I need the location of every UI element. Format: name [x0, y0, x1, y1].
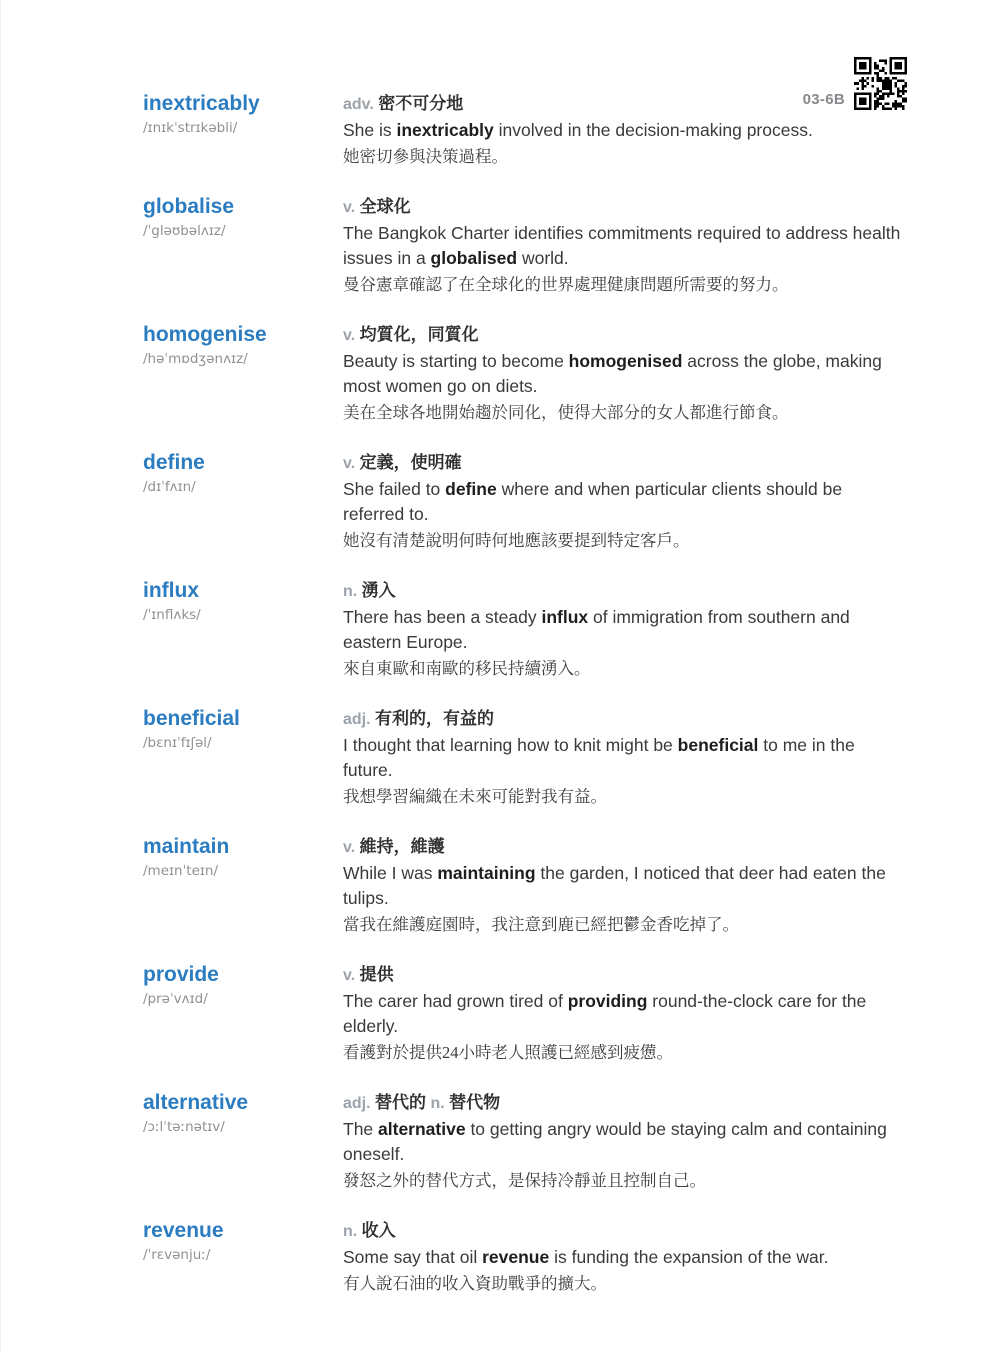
headword: influx: [143, 579, 199, 602]
example-sentence: Beauty is starting to become homogenised across the globe, making most women go on diets.: [343, 351, 882, 396]
example-sentence: She failed to define where and when particular clients should be referred to.: [343, 479, 843, 524]
example-sentence: She is inextricably involved in the decision-making process.: [343, 120, 813, 140]
pos-definition-line: n. 湧入: [343, 581, 396, 600]
word-column: [143, 707, 343, 810]
vocab-entry: [143, 579, 907, 682]
definition-column: [343, 1091, 907, 1194]
sentence-translation: 她密切參與決策過程。: [343, 147, 508, 166]
vocab-entry: [143, 1219, 907, 1297]
headword: globalise: [143, 195, 235, 218]
qr-code-icon: [854, 57, 907, 110]
ipa-pronunciation: /meɪnˈteɪn/: [143, 863, 219, 879]
pos-definition-line: v. 維持，維護: [343, 837, 445, 856]
ipa-pronunciation: /ˈrɛvənjuː/: [143, 1247, 211, 1263]
vocab-entry-list: [1, 0, 1000, 1297]
word-column: [143, 195, 343, 298]
headword: alternative: [143, 1091, 249, 1114]
pos-definition-line: v. 均質化，同質化: [343, 325, 479, 344]
word-column: [143, 1219, 343, 1297]
definition-column: [343, 707, 907, 810]
ipa-pronunciation: /həˈmɒdʒənʌɪz/: [143, 351, 248, 367]
definition-column: [343, 835, 907, 938]
vocab-entry: [143, 323, 907, 426]
pos-definition-line: v. 定義，使明確: [343, 453, 462, 472]
ipa-pronunciation: /ɪnɪkˈstrɪkəbli/: [143, 120, 238, 136]
word-column: [143, 451, 343, 554]
example-sentence: While I was maintaining the garden, I noticed that deer had eaten the tulips.: [343, 863, 886, 908]
ipa-pronunciation: /ˈɪnflʌks/: [143, 607, 201, 623]
pos-definition-line: adj. 有利的，有益的: [343, 709, 495, 728]
word-column: [143, 92, 343, 170]
sentence-translation: 發怒之外的替代方式，是保持冷靜並且控制自己。: [343, 1171, 706, 1190]
ipa-pronunciation: /dɪˈfʌɪn/: [143, 479, 196, 495]
headword: maintain: [143, 835, 230, 858]
vocab-entry: [143, 963, 907, 1066]
vocab-book-page: [1, 0, 1000, 1353]
headword: beneficial: [143, 707, 240, 730]
definition-column: [343, 1219, 907, 1297]
word-column: [143, 835, 343, 938]
example-sentence: Some say that oil revenue is funding the expansion of the war.: [343, 1247, 829, 1267]
headword: homogenise: [143, 323, 267, 346]
pos-definition-line: adj. 替代的 n. 替代物: [343, 1093, 501, 1112]
example-sentence: The Bangkok Charter identifies commitments required to address health issues in a globalised world.: [343, 223, 901, 268]
pos-definition-line: v. 全球化: [343, 197, 411, 216]
page-corner-meta: [803, 57, 907, 110]
pos-definition-line: adv. 密不可分地: [343, 94, 464, 113]
example-sentence: The carer had grown tired of providing round-the-clock care for the elderly.: [343, 991, 867, 1036]
definition-column: [343, 195, 907, 298]
definition-column: [343, 963, 907, 1066]
vocab-entry: [143, 195, 907, 298]
definition-column: [343, 451, 907, 554]
pos-definition-line: v. 提供: [343, 965, 394, 984]
ipa-pronunciation: /prəˈvʌɪd/: [143, 991, 208, 1007]
headword: revenue: [143, 1219, 224, 1242]
sentence-translation: 有人說石油的收入資助戰爭的擴大。: [343, 1274, 607, 1293]
vocab-entry: [143, 707, 907, 810]
ipa-pronunciation: /bɛnɪˈfɪʃəl/: [143, 735, 212, 751]
sentence-translation: 她沒有清楚說明何時何地應該要提到特定客戶。: [343, 531, 690, 550]
headword: provide: [143, 963, 219, 986]
sentence-translation: 曼谷憲章確認了在全球化的世界處理健康問題所需要的努力。: [343, 275, 789, 294]
ipa-pronunciation: /ɔːlˈtəːnətɪv/: [143, 1119, 225, 1135]
definition-column: [343, 323, 907, 426]
example-sentence: The alternative to getting angry would be staying calm and containing oneself.: [343, 1119, 887, 1164]
track-code-label: 03-6B: [802, 91, 845, 108]
word-column: [143, 963, 343, 1066]
word-column: [143, 579, 343, 682]
example-sentence: There has been a steady influx of immigration from southern and eastern Europe.: [343, 607, 850, 652]
sentence-translation: 當我在維護庭園時，我注意到鹿已經把鬱金香吃掉了。: [343, 915, 739, 934]
sentence-translation: 美在全球各地開始趨於同化，使得大部分的女人都進行節食。: [343, 403, 789, 422]
definition-column: [343, 579, 907, 682]
sentence-translation: 來自東歐和南歐的移民持續湧入。: [343, 659, 591, 678]
sentence-translation: 看護對於提供24小時老人照護已經感到疲憊。: [343, 1043, 673, 1062]
word-column: [143, 323, 343, 426]
headword: define: [143, 451, 205, 474]
word-column: [143, 1091, 343, 1194]
headword: inextricably: [143, 92, 260, 115]
pos-definition-line: n. 收入: [343, 1221, 396, 1240]
vocab-entry: [143, 835, 907, 938]
vocab-entry: [143, 451, 907, 554]
ipa-pronunciation: /ˈgləʊbəlʌɪz/: [143, 223, 226, 239]
example-sentence: I thought that learning how to knit might be beneficial to me in the future.: [343, 735, 855, 780]
sentence-translation: 我想學習編織在未來可能對我有益。: [343, 787, 607, 806]
vocab-entry: [143, 92, 907, 170]
vocab-entry: [143, 1091, 907, 1194]
